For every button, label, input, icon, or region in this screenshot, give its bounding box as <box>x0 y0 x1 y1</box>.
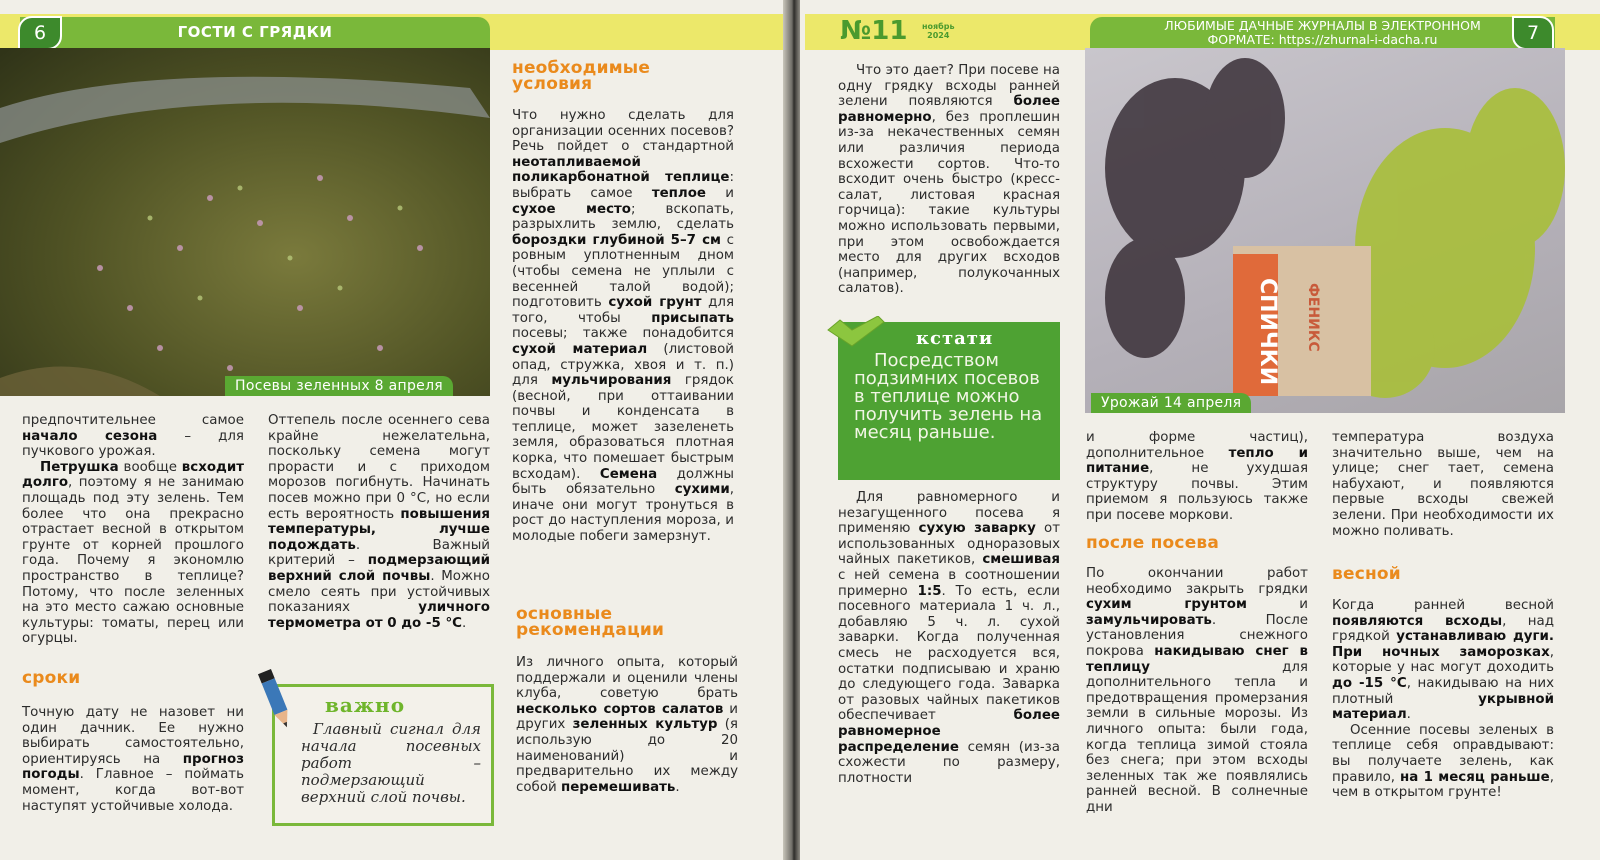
banner-text <box>1090 19 1555 47</box>
harvest-photo <box>1085 48 1565 413</box>
photo-caption: Урожай 14 апреля <box>1091 393 1251 413</box>
left-page <box>0 0 785 860</box>
checkmark-icon <box>826 316 886 350</box>
paragraph: Когда ранней весной появляются всходы, над грядкой устанавливаю дуги. При ночных заморозках, которые у нас могут доходить до -15 °С, накидываю на них плотный укрывной материал. <box>1332 598 1554 723</box>
paragraph: Осенние посевы зеленых в теплице себя оправдывают: вы получаете зелень, как правило, на 1 месяц раньше, чем в открытом грунте! <box>1332 722 1554 801</box>
article-column-3b <box>516 655 738 795</box>
heading-sroki: сроки <box>22 668 81 688</box>
kstati-callout <box>838 322 1060 480</box>
article-column-3 <box>512 108 734 545</box>
important-title: важно <box>325 693 406 717</box>
article-column-2 <box>1086 430 1308 524</box>
important-callout <box>272 684 494 826</box>
paragraph: и форме частиц), дополнительное тепло и питание, не ухудшая структуру почвы. Этим приемом я пользуюсь также при посеве моркови. <box>1086 430 1308 523</box>
paragraph: Что это дает? При посеве на одну грядку всходы ранней зелени появляются более равномерно, без проплешин из-за некачественных семян или различия периода всхожести сортов. Что-то всходит очень быстро (кресс-салат, листовая красная горчица): такие культуры можно использовать первыми, при этом освобождается место для других всходов (например, полукочанных салатов). <box>838 63 1060 297</box>
page-number: 7 <box>1512 16 1554 50</box>
article-column-1b <box>22 705 244 814</box>
section-header-title: ГОСТИ С ГРЯДКИ <box>177 23 333 41</box>
kstati-title: кстати <box>916 328 994 349</box>
photo-caption: Посевы зеленных 8 апреля <box>225 376 453 396</box>
paragraph: температура воздуха значительно выше, чем на улице; снег тает, семена набухают, и появляются первые всходы свежей зелени. При необходимости их можно поливать. <box>1332 430 1554 539</box>
heading-posle-poseva: после посева <box>1086 533 1220 553</box>
matchbox-label: СПИЧКИ <box>1255 278 1280 386</box>
article-column-2b <box>1086 566 1308 816</box>
pencil-icon <box>257 665 297 735</box>
kstati-text: Посредством подзимних посевов в теплице можно получить зелень на месяц раньше. <box>854 350 1043 443</box>
article-column-1 <box>22 413 244 647</box>
article-column-2 <box>268 413 490 631</box>
banner-line-1: ЛЮБИМЫЕ ДАЧНЫЕ ЖУРНАЛЫ В ЭЛЕКТРОННОМ <box>1164 18 1481 33</box>
matchbox-brand: ФЕНИКС <box>1305 283 1321 352</box>
paragraph: Петрушка вообще всходит долго, поэтому я не занимаю площадь под эту зелень. Тем более что она прекрасно отрастает весной в открытом грунте от корней прошлого года. Почему я экономлю пространство в теплице? Потому, что после зеленных на это место сажаю основные культуры: томаты, перец или огурцы. <box>22 459 244 647</box>
article-column-3 <box>1332 430 1554 539</box>
article-column-1b <box>838 490 1060 786</box>
banner-url[interactable]: ФОРМАТЕ: https://zhurnal-i-dacha.ru <box>1207 32 1438 47</box>
important-text: Главный сигнал для начала посевных работ – подмерзающий верхний слой почвы. <box>301 720 481 806</box>
issue-number: №11 <box>840 16 908 46</box>
paragraph: Для равномерного и незагущенного посева я применяю сухую заварку от использованных одноразовых чайных пакетиков, смешивая с ней семена в соотношении примерно 1:5. То есть, если посевного материала 1 ч. л., добавляю 5 ч. л. сухой заварки. Когда полученная смесь не расходуется вся, остатки подписываю и храню до следующего года. Заварка от разовых чайных пакетиков обеспечивает более равномерное распределение семян (из-за схожести по размеру, плотности <box>838 490 1060 786</box>
journal-banner <box>1090 17 1555 48</box>
heading-neobkhodimye-usloviya: необходимые условия <box>512 58 651 94</box>
heading-osnovnye-rekomendatsii: основные рекомендации <box>516 604 665 640</box>
paragraph: Из личного опыта, который поддержали и оценили члены клуба, советую брать несколько сортов салатов и других зеленных культур (я использую до 20 наименований) и предварительно их между собой перемешивать. <box>516 655 738 795</box>
article-column-3b <box>1332 598 1554 801</box>
section-header-bar <box>20 17 490 48</box>
issue-year: 2024 <box>927 31 950 40</box>
seedlings-photo <box>0 48 490 396</box>
paragraph: предпочтительнее самое начало сезона – для пучкового урожая. <box>22 413 244 460</box>
page-number: 6 <box>18 16 62 50</box>
paragraph: Что нужно сделать для организации осенних посевов? Речь пойдет о стандартной неотапливаемой поликарбонатной теплице: выбрать самое теплое и сухое место; вскопать, разрыхлить землю, сделать бороздки глубиной 5–7 см с ровным уплотненным дном (чтобы семена не уплыли с весенней талой водой); подготовить сухой грунт для того, чтобы присыпать посевы; также понадобится сухой материал (листовой опад, стружка, хвоя и т. п.) для мульчирования грядок (весной, при оттаивании почвы и конденсата в теплице, может зазеленеть земля, образоваться плотная корка, что помешает быстрым всходам). Семена должны быть обязательно сухими, иначе они могут тронуться в рост до наступления мороза, и молодые побеги замерзнут. <box>512 108 735 545</box>
paragraph: По окончании работ необходимо закрыть грядки сухим грунтом и замульчировать. После установления снежного покрова накидываю снег в теплицу для дополнительного тепла и предотвращения промерзания земли в сильные морозы. Из личного опыта: были года, когда теплица зимой стояла без снега; при этом всходы зеленных так же появлялись ранней весной. В солнечные дни <box>1086 566 1308 815</box>
issue-month: ноябрь <box>922 22 955 31</box>
right-page <box>800 0 1600 860</box>
issue-date <box>922 22 955 40</box>
paragraph: Оттепель после осеннего сева крайне нежелательна, поскольку семена могут прорасти и с приходом морозов погибнуть. Начинать посев можно при 0 °С, но если есть вероятность повышения температуры, лучше подождать. Важный критерий – подмерзающий верхний слой почвы. Можно смело сеять при устойчивых показаниях уличного термометра от 0 до -5 °С. <box>268 413 490 631</box>
article-column-1 <box>838 63 1060 297</box>
paragraph: Точную дату не назовет ни один дачник. Ее нужно выбирать самостоятельно, ориентируясь на прогноз погоды. Главное – поймать момент, когда вот-вот наступят устойчивые холода. <box>22 705 244 814</box>
heading-vesnoy: весной <box>1332 564 1401 584</box>
